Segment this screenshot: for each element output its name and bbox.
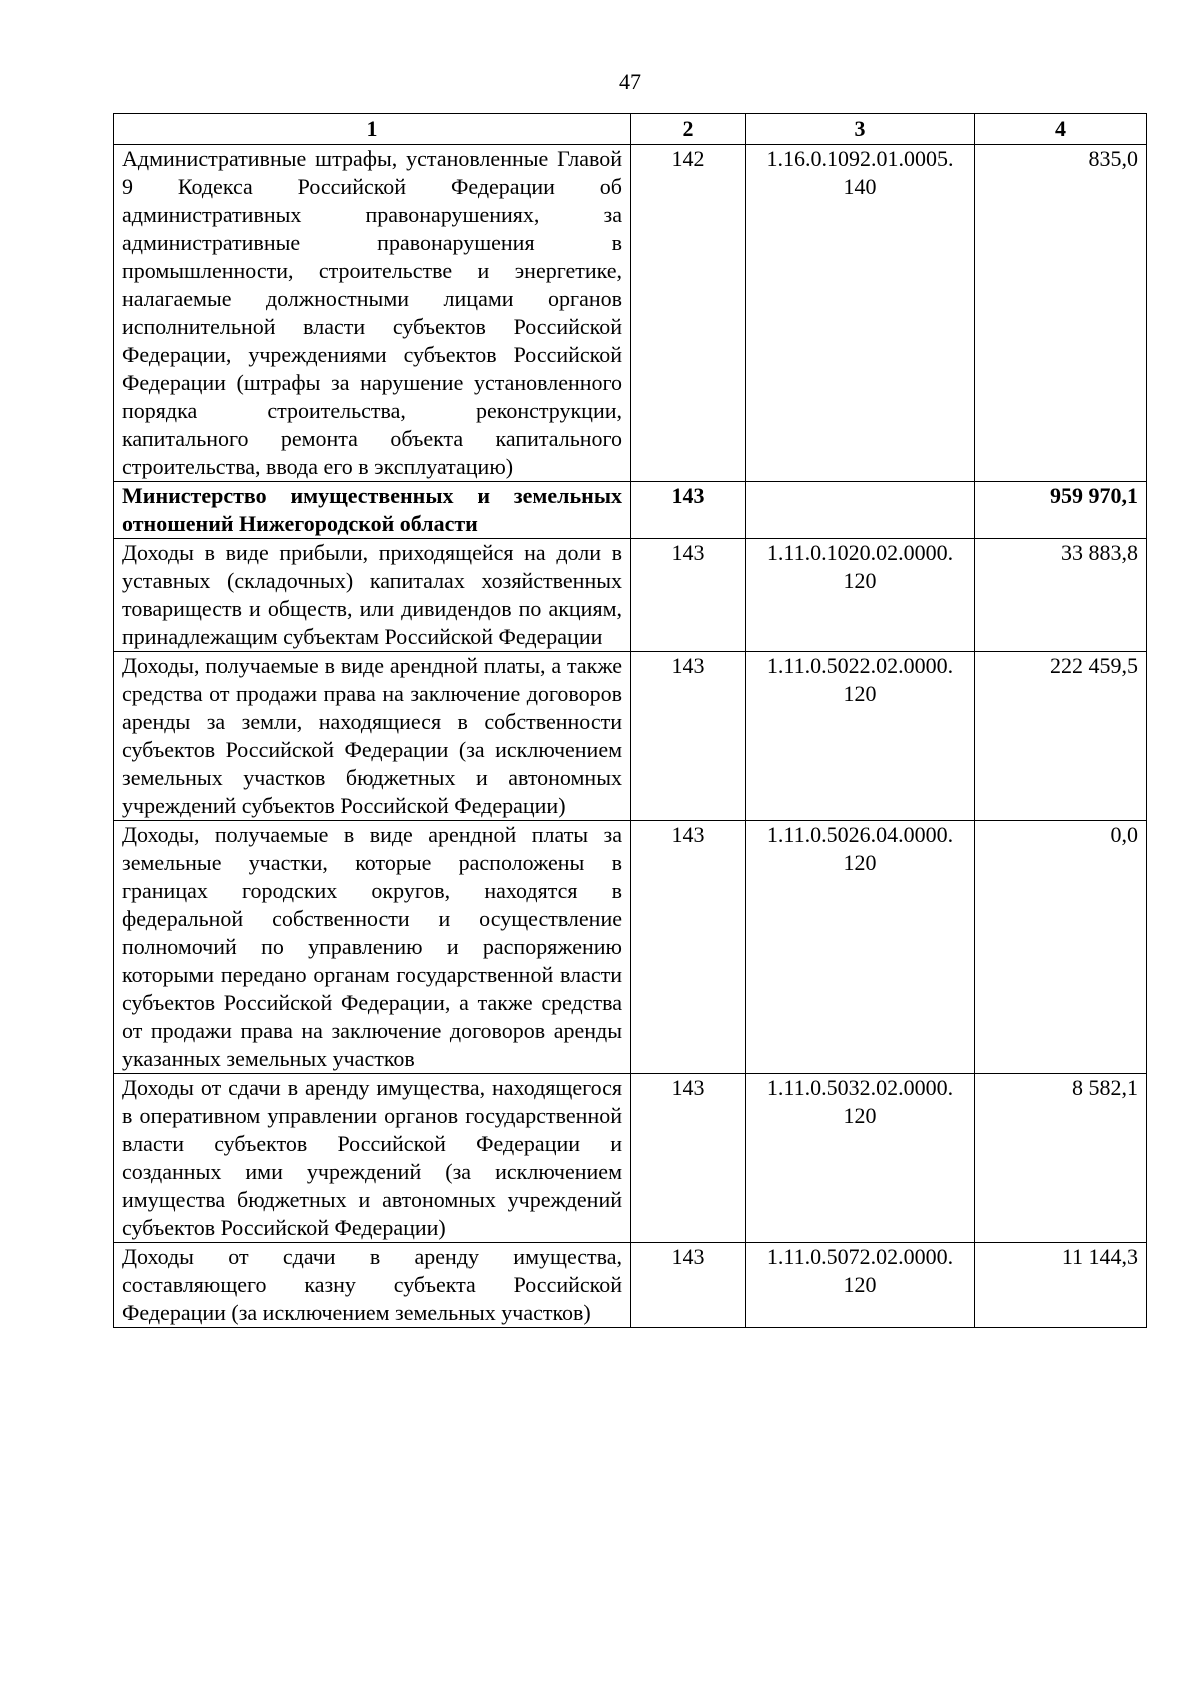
table-row [114, 145, 1147, 482]
column-header-4: 4 [975, 114, 1147, 145]
ministry-admin-code: 143 [631, 482, 746, 539]
row-admin-code: 142 [631, 145, 746, 482]
column-header-2: 2 [631, 114, 746, 145]
ministry-name: Министерство имущественных и земельных отношений Нижегородской области [114, 482, 631, 539]
row-amount: 222 459,5 [975, 652, 1147, 821]
row-budget-code-text: 1.11.0.5022.02.0000. 120 [766, 653, 954, 706]
row-budget-code [746, 821, 975, 1074]
row-name: Доходы, получаемые в виде арендной платы за земельные участки, которые расположены в границах городских округов, находятся в федеральной собственности и осуществление полномочий по управлению и распоряжению которыми передано органам государственной власти субъектов Российской Федерации, а также средства от продажи права на заключение договоров аренды указанных земельных участков [114, 821, 631, 1074]
table-row [114, 652, 1147, 821]
ministry-row [114, 482, 1147, 539]
row-budget-code-text: 1.16.0.1092.01.0005. 140 [766, 146, 954, 199]
row-budget-code [746, 1074, 975, 1243]
row-budget-code-text: 1.11.0.5072.02.0000. 120 [766, 1244, 954, 1297]
row-admin-code: 143 [631, 539, 746, 652]
table-header-row [114, 114, 1147, 145]
revenue-table [113, 113, 1147, 1328]
row-budget-code [746, 1243, 975, 1328]
column-header-1: 1 [114, 114, 631, 145]
table-row [114, 1243, 1147, 1328]
row-budget-code-text: 1.11.0.5032.02.0000. 120 [766, 1075, 954, 1128]
row-budget-code-text: 1.11.0.1020.02.0000. 120 [766, 540, 954, 593]
row-amount: 11 144,3 [975, 1243, 1147, 1328]
ministry-amount: 959 970,1 [975, 482, 1147, 539]
row-name: Доходы в виде прибыли, приходящейся на доли в уставных (складочных) капиталах хозяйственных товариществ и обществ, или дивидендов по акциям, принадлежащим субъектам Российской Федерации [114, 539, 631, 652]
row-name: Административные штрафы, установленные Главой 9 Кодекса Российской Федерации об административных правонарушениях, за административные правонарушения в промышленности, строительстве и энергетике, налагаемые должностными лицами органов исполнительной власти субъектов Российской Федерации, учреждениями субъектов Российской Федерации (штрафы за нарушение установленного порядка строительства, реконструкции, капитального ремонта объекта капитального строительства, ввода его в эксплуатацию) [114, 145, 631, 482]
row-admin-code: 143 [631, 652, 746, 821]
row-budget-code [746, 652, 975, 821]
row-amount: 0,0 [975, 821, 1147, 1074]
row-admin-code: 143 [631, 821, 746, 1074]
row-amount: 33 883,8 [975, 539, 1147, 652]
page-number: 47 [619, 69, 641, 94]
row-amount: 835,0 [975, 145, 1147, 482]
row-budget-code [746, 539, 975, 652]
table-row [114, 539, 1147, 652]
row-name: Доходы от сдачи в аренду имущества, находящегося в оперативном управлении органов государственной власти субъектов Российской Федерации и созданных ими учреждений (за исключением имущества бюджетных и автономных учреждений субъектов Российской Федерации) [114, 1074, 631, 1243]
row-name: Доходы, получаемые в виде арендной платы, а также средства от продажи права на заключение договоров аренды за земли, находящиеся в собственности субъектов Российской Федерации (за исключением земельных участков бюджетных и автономных учреждений субъектов Российской Федерации) [114, 652, 631, 821]
row-amount: 8 582,1 [975, 1074, 1147, 1243]
row-budget-code-text: 1.11.0.5026.04.0000. 120 [766, 822, 954, 875]
column-header-3: 3 [746, 114, 975, 145]
row-name: Доходы от сдачи в аренду имущества, составляющего казну субъекта Российской Федерации (за исключением земельных участков) [114, 1243, 631, 1328]
row-admin-code: 143 [631, 1243, 746, 1328]
row-admin-code: 143 [631, 1074, 746, 1243]
row-budget-code [746, 145, 975, 482]
ministry-budget-code [746, 482, 975, 539]
table-row [114, 1074, 1147, 1243]
table-row [114, 821, 1147, 1074]
